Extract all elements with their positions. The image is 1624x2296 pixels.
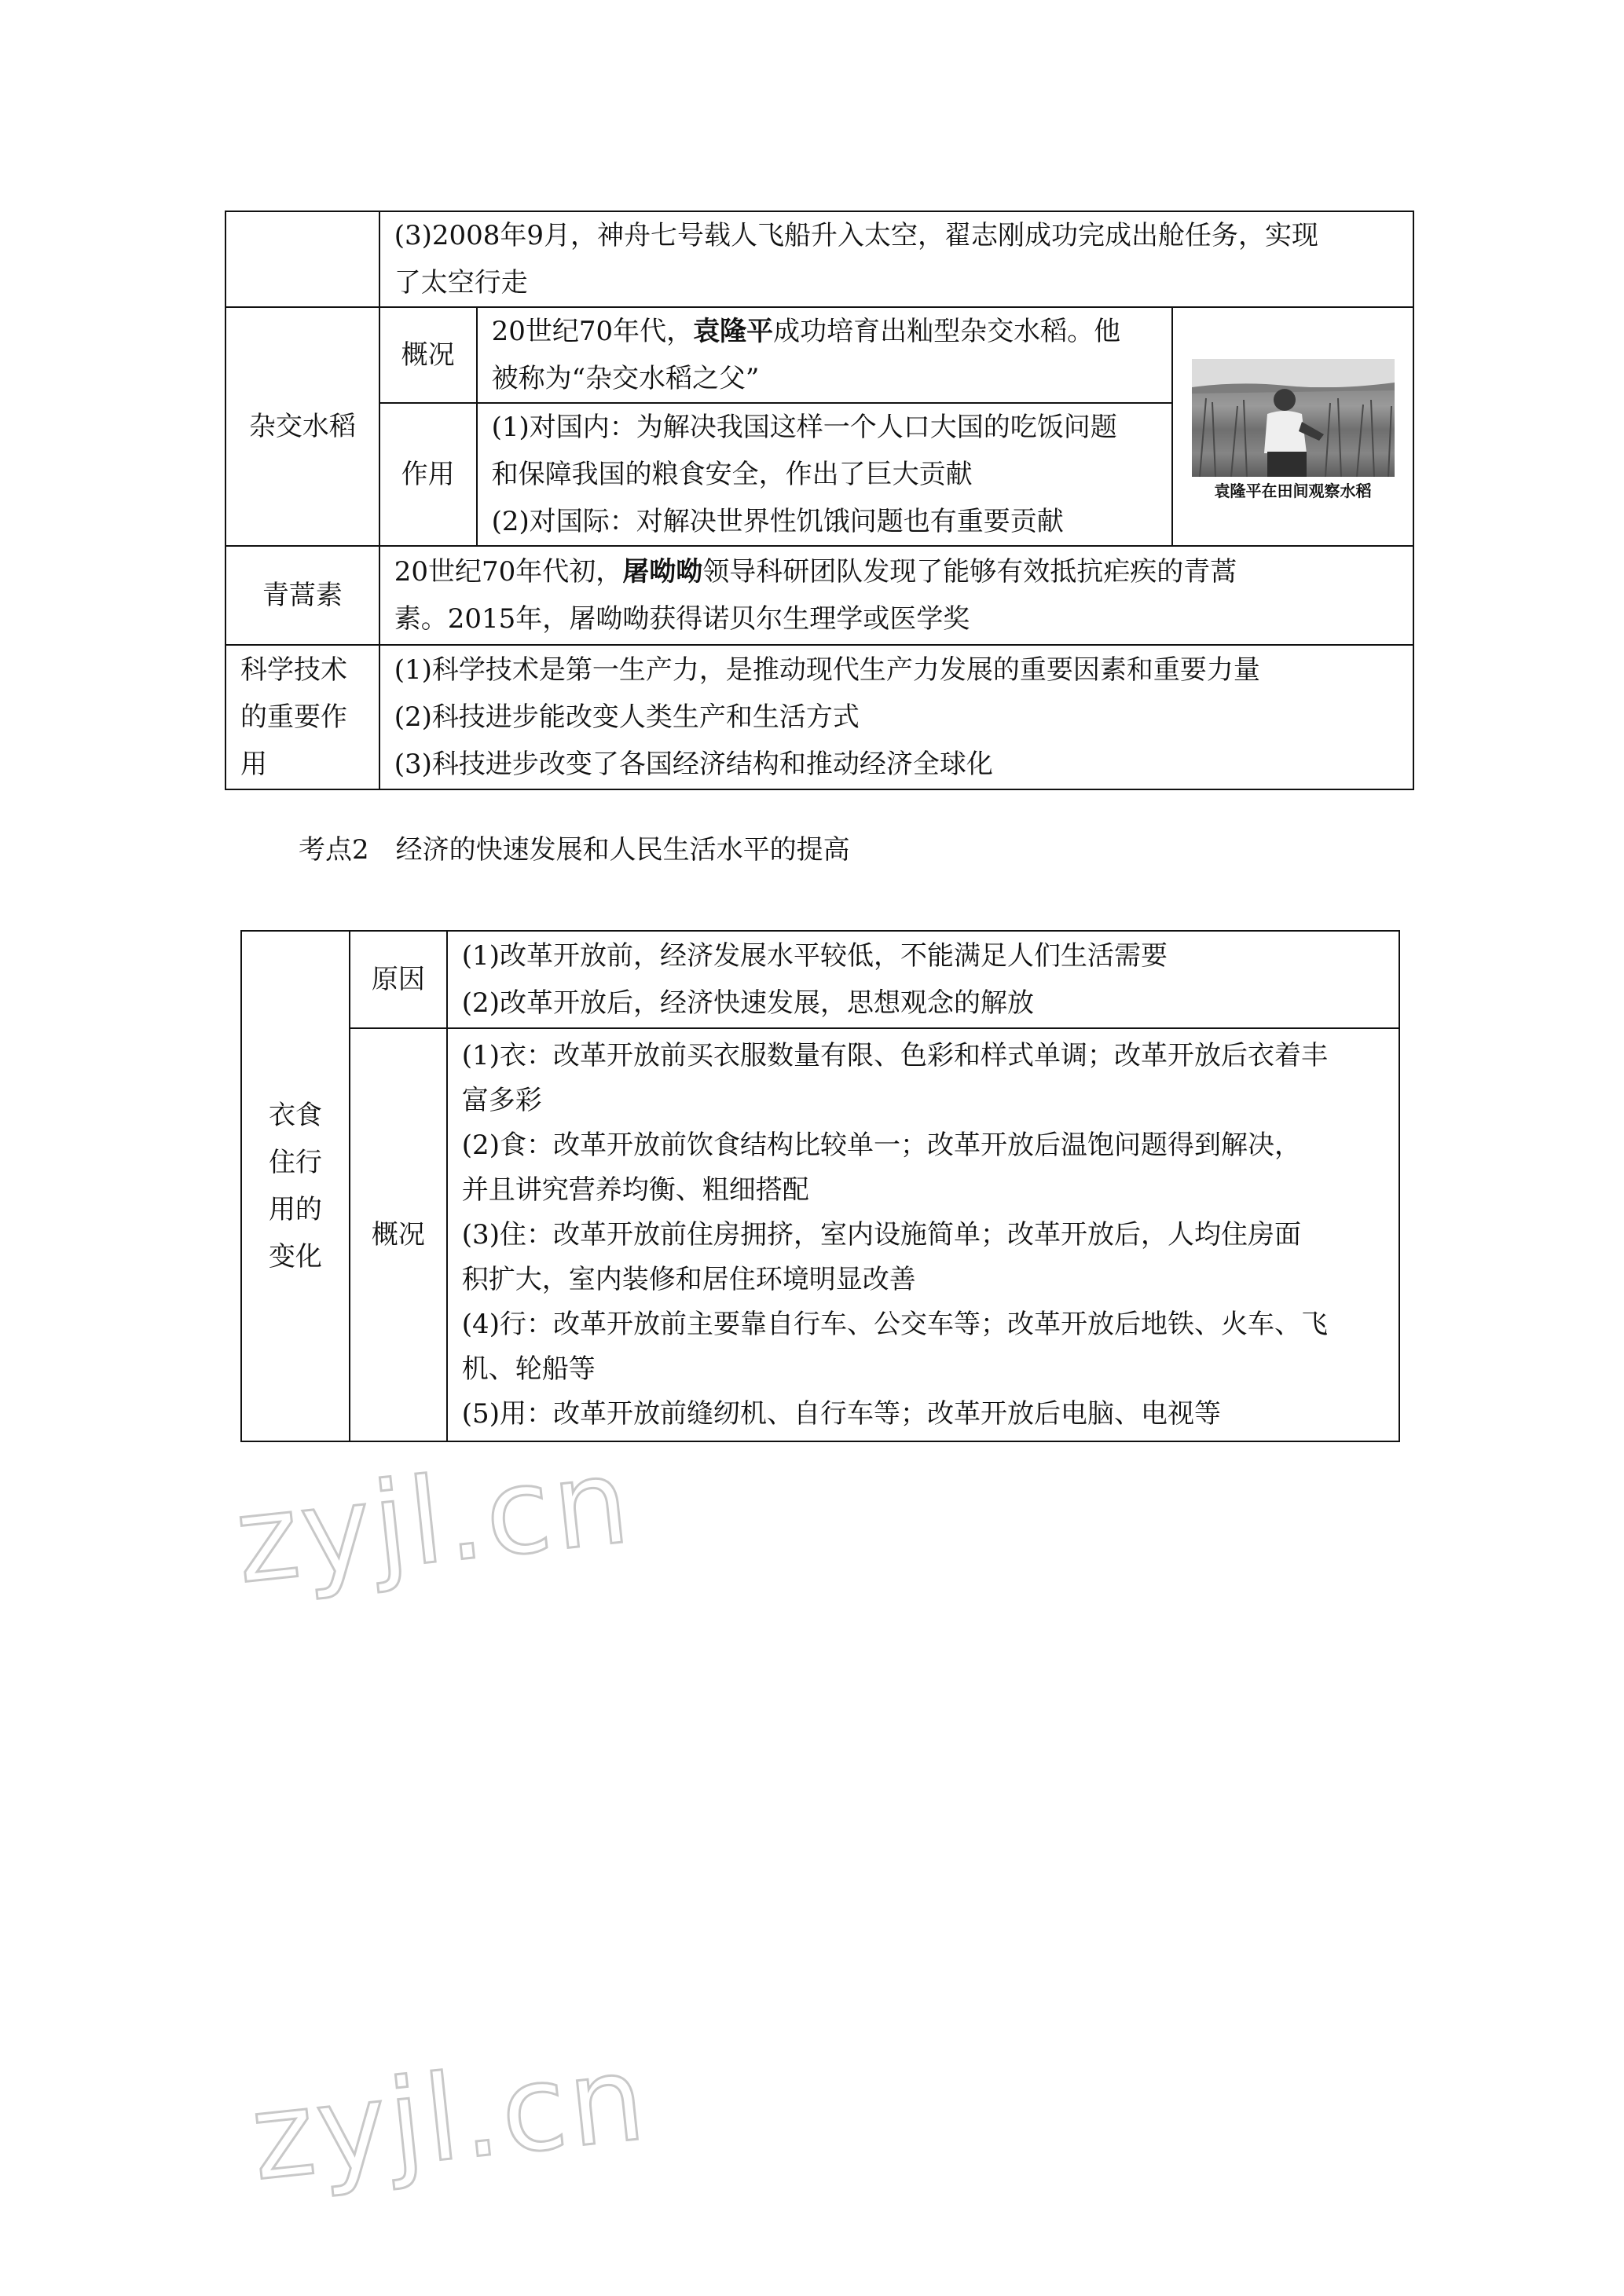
sub-label-reason: 原因 [350, 931, 447, 1028]
table-cell [447, 931, 1399, 1028]
table-cell [379, 645, 1413, 789]
table-cell [225, 211, 379, 307]
table-cell [379, 211, 1413, 307]
text-line: 积扩大，室内装修和居住环境明显改善 [461, 1263, 916, 1295]
row-label-artemisinin: 青蒿素 [225, 546, 379, 645]
text-line: (1)对国内：为解决我国这样一个人口大国的吃饭问题 [491, 412, 1117, 443]
text-line: (2)改革开放后，经济快速发展，思想观念的解放 [461, 987, 1034, 1019]
text-line: 被称为“杂交水稻之父” [491, 363, 760, 394]
text-line: 机、轮船等 [461, 1353, 596, 1385]
name-highlight: 屠呦呦 [622, 556, 703, 588]
text-line: (1)科学技术是第一生产力，是推动现代生产力发展的重要因素和重要力量 [394, 654, 1260, 686]
table-row [241, 931, 1399, 1028]
text-line: 20世纪70年代，袁隆平成功培育出籼型杂交水稻。他 [491, 316, 1121, 347]
row-label-hybrid-rice: 杂交水稻 [225, 307, 379, 546]
text-line: (2)食：改革开放前饮食结构比较单一；改革开放后温饱问题得到解决， [461, 1129, 1301, 1161]
text-line: (1)改革开放前，经济发展水平较低，不能满足人们生活需要 [461, 940, 1168, 972]
name-highlight: 袁隆平 [693, 316, 774, 347]
table-cell [379, 546, 1413, 645]
text-line: 富多彩 [461, 1084, 542, 1116]
table-row [225, 546, 1413, 645]
table-row [225, 307, 1413, 403]
text-line: (3)科技进步改变了各国经济结构和推动经济全球化 [394, 749, 993, 780]
photo-yuan-longping-in-rice-field-icon [1192, 359, 1395, 477]
text-line: (3)住：改革开放前住房拥挤，室内设施简单；改革开放后，人均住房面 [461, 1218, 1301, 1251]
text-line: 了太空行走 [394, 267, 528, 298]
table-cell [477, 307, 1172, 403]
text-line: (3)2008年9月，神舟七号载人飞船升入太空，翟志刚成功完成出舱任务，实现 [394, 220, 1319, 251]
sub-label-effect: 作用 [379, 403, 477, 546]
table-cell [447, 1028, 1399, 1441]
text-line: 20世纪70年代初，屠呦呦领导科研团队发现了能够有效抵抗疟疾的青蒿 [394, 556, 1237, 588]
watermark: zyjl.cn [245, 2030, 654, 2207]
table-row [241, 1028, 1399, 1441]
table-cell [477, 403, 1172, 546]
row-label-daily-life-change: 衣食 住行 用的 变化 [241, 931, 350, 1441]
row-label-science: 科学技术 的重要作 用 [225, 645, 379, 789]
text-line: (1)衣：改革开放前买衣服数量有限、色彩和样式单调；改革开放后衣着丰 [461, 1039, 1328, 1071]
sub-label-overview: 概况 [379, 307, 477, 403]
text-line: (5)用：改革开放前缝纫机、自行车等；改革开放后电脑、电视等 [461, 1397, 1221, 1430]
watermark: zyjl.cn [229, 1433, 638, 1610]
knowledge-table-1 [225, 211, 1414, 790]
sub-label-overview: 概况 [350, 1028, 447, 1441]
text-line: (4)行：改革开放前主要靠自行车、公交车等；改革开放后地铁、火车、飞 [461, 1308, 1328, 1340]
text-line: (2)对国际：对解决世界性饥饿问题也有重要贡献 [491, 506, 1064, 537]
photo-caption: 袁隆平在田间观察水稻 [1214, 482, 1372, 500]
text-line: 并且讲究营养均衡、粗细搭配 [461, 1174, 809, 1206]
table-row [225, 211, 1413, 307]
table-row [225, 645, 1413, 789]
text-line: 和保障我国的粮食安全，作出了巨大贡献 [491, 459, 973, 490]
text-line: 素。2015年，屠呦呦获得诺贝尔生理学或医学奖 [394, 603, 970, 635]
section-heading: 考点2 经济的快速发展和人民生活水平的提高 [299, 834, 850, 866]
knowledge-table-2 [240, 930, 1400, 1442]
photo-cell [1172, 307, 1413, 546]
text-line: (2)科技进步能改变人类生产和生活方式 [394, 701, 860, 733]
